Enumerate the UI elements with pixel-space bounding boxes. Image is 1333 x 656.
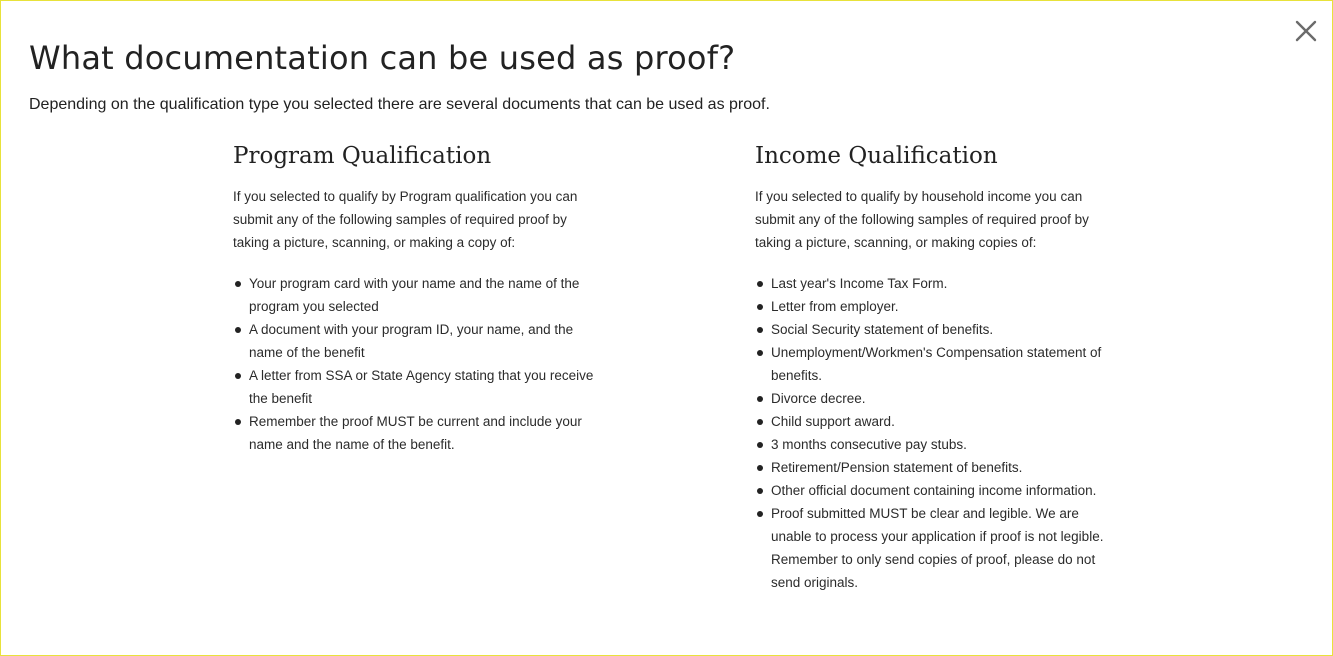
list-item-text: Unemployment/Workmen's Compensation statement of benefits. xyxy=(771,345,1102,383)
bullet-icon xyxy=(757,511,763,517)
modal-title: What documentation can be used as proof? xyxy=(29,39,736,77)
income-qualification-intro: If you selected to qualify by household income you can submit any of the following samples of required proof by taking a picture, scanning, or making copies of: xyxy=(755,189,1089,250)
program-qualification-intro: If you selected to qualify by Program qualification you can submit any of the following samples of required proof by taking a picture, scanning, or making a copy of: xyxy=(233,189,578,250)
bullet-icon xyxy=(757,442,763,448)
list-item xyxy=(755,410,1116,433)
list-item xyxy=(233,272,594,318)
list-item xyxy=(233,364,594,410)
income-qualification-section xyxy=(755,141,1105,594)
modal-subtitle: Depending on the qualification type you selected there are several documents that can be used as proof. xyxy=(29,96,770,113)
list-item-text: Retirement/Pension statement of benefits. xyxy=(771,460,1023,475)
list-item xyxy=(755,456,1116,479)
bullet-icon xyxy=(235,419,241,425)
list-item xyxy=(755,502,1116,594)
close-icon xyxy=(1292,17,1320,45)
list-item-text: Social Security statement of benefits. xyxy=(771,322,994,337)
list-item xyxy=(755,295,1116,318)
program-proof-list xyxy=(233,272,594,456)
list-item xyxy=(755,341,1116,387)
list-item-text: Divorce decree. xyxy=(771,391,866,406)
list-item xyxy=(233,318,594,364)
list-item-text: Your program card with your name and the name of the program you selected xyxy=(249,276,580,314)
list-item-text: A letter from SSA or State Agency stating that you receive the benefit xyxy=(249,368,594,406)
list-item-text: Letter from employer. xyxy=(771,299,899,314)
list-item xyxy=(233,410,594,456)
list-item-text: Proof submitted MUST be clear and legible. We are unable to process your application if proof is not legible. Remember to only send copies of proof, please do not send originals. xyxy=(771,506,1104,590)
bullet-icon xyxy=(235,281,241,287)
bullet-icon xyxy=(235,327,241,333)
list-item xyxy=(755,318,1116,341)
program-qualification-heading: Program Qualification xyxy=(233,143,492,169)
bullet-icon xyxy=(757,304,763,310)
program-qualification-section xyxy=(233,141,594,456)
bullet-icon xyxy=(757,396,763,402)
bullet-icon xyxy=(757,488,763,494)
list-item xyxy=(755,272,1116,295)
bullet-icon xyxy=(757,281,763,287)
list-item-text: Remember the proof MUST be current and include your name and the name of the benefit. xyxy=(249,414,582,452)
bullet-icon xyxy=(235,373,241,379)
list-item-text: A document with your program ID, your name, and the name of the benefit xyxy=(249,322,574,360)
income-proof-list xyxy=(755,272,1105,594)
list-item-text: Child support award. xyxy=(771,414,895,429)
list-item xyxy=(755,433,1116,456)
income-qualification-heading: Income Qualification xyxy=(755,143,998,169)
bullet-icon xyxy=(757,327,763,333)
bullet-icon xyxy=(757,465,763,471)
bullet-icon xyxy=(757,350,763,356)
list-item xyxy=(755,387,1116,410)
list-item xyxy=(755,479,1116,502)
list-item-text: Other official document containing income information. xyxy=(771,483,1097,498)
bullet-icon xyxy=(757,419,763,425)
list-item-text: 3 months consecutive pay stubs. xyxy=(771,437,967,452)
list-item-text: Last year's Income Tax Form. xyxy=(771,276,948,291)
close-button[interactable] xyxy=(1292,17,1320,45)
